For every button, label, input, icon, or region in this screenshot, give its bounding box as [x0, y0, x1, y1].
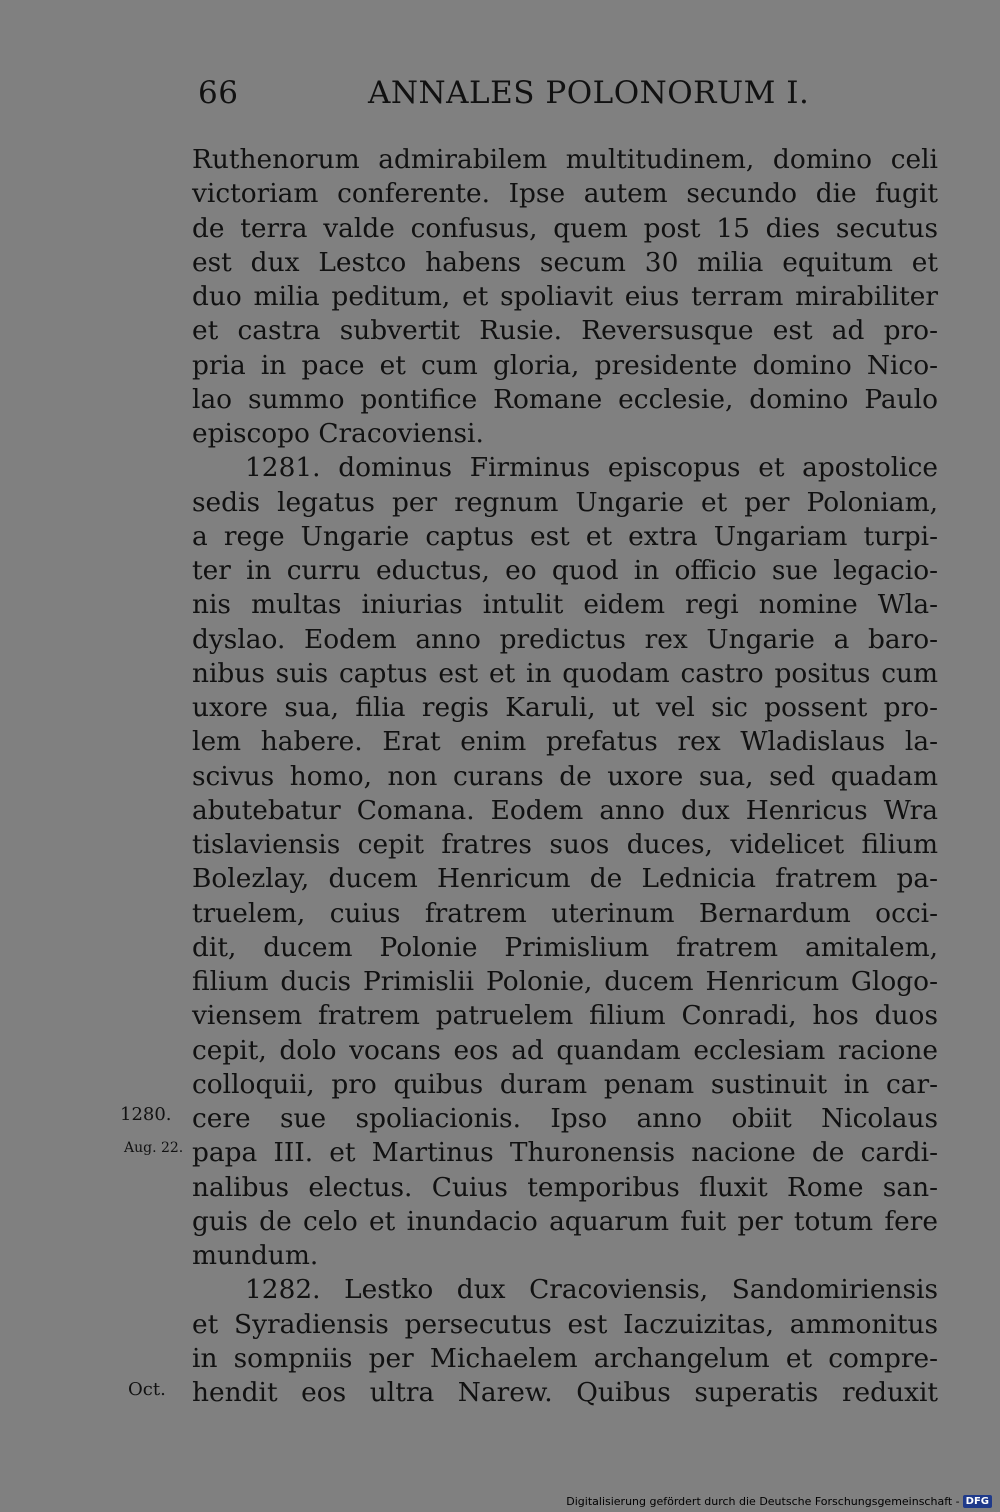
- text-line: hendit eos ultra Narew. Quibus superatis reduxit: [192, 1377, 938, 1408]
- text-line: viensem fratrem patruelem filium Conradi, hos duos: [192, 1000, 938, 1032]
- text-line: Bolezlay, ducem Henricum de Lednicia fratrem pa-: [192, 863, 938, 895]
- text-line: truelem, cuius fratrem uterinum Bernardum occi-: [192, 897, 938, 929]
- running-header: [0, 75, 1000, 115]
- text-line: in sompniis per Michaelem archangelum et compre-: [192, 1342, 938, 1374]
- text-line: cere sue spoliacionis. Ipso anno obiit Nicolaus: [192, 1103, 938, 1134]
- text-line: et castra subvertit Rusie. Reversusque est ad pro-: [192, 315, 938, 347]
- running-title: ANNALES POLONORUM I.: [368, 75, 810, 111]
- text-line: episcopo Cracoviensi.: [192, 418, 484, 449]
- text-line: filium ducis Primislii Polonie, ducem Henricum Glogo-: [192, 966, 938, 997]
- margin-note-date: Aug. 22.: [124, 1140, 184, 1156]
- text-line: a rege Ungarie captus est et extra Ungariam turpi-: [192, 520, 938, 552]
- margin-note-month: Oct.: [128, 1379, 166, 1400]
- text-line: scivus homo, non curans de uxore sua, sed quadam: [192, 760, 938, 792]
- credit-text: Digitalisierung gefördert durch die Deutsche Forschungsgemeinschaft -: [566, 1495, 960, 1508]
- body-text: [192, 143, 938, 1410]
- text-line: sedis legatus per regnum Ungarie et per Poloniam,: [192, 486, 938, 518]
- text-line: ter in curru eductus, eo quod in officio sue legacio-: [192, 555, 938, 586]
- text-line: nis multas iniurias intulit eidem regi nomine Wla-: [192, 589, 938, 621]
- text-line: uxore sua, filia regis Karuli, ut vel sic possent pro-: [192, 692, 938, 723]
- text-line: duo milia peditum, et spoliavit eius terram mirabiliter: [192, 281, 938, 312]
- paragraph-1281-start: 1281. dominus Firminus episcopus et apostolice: [245, 452, 938, 484]
- text-line: dit, ducem Polonie Primislium fratrem amitalem,: [192, 931, 938, 963]
- text-line: dyslao. Eodem anno predictus rex Ungarie a baro-: [192, 623, 938, 655]
- text-line: mundum.: [192, 1240, 319, 1271]
- dfg-logo-icon: DFG: [963, 1495, 992, 1508]
- text-line: cepit, dolo vocans eos ad quandam ecclesiam racione: [192, 1034, 938, 1066]
- page-number: 66: [198, 75, 239, 111]
- text-line: tislaviensis cepit fratres suos duces, videlicet filium: [192, 829, 938, 860]
- text-line: lem habere. Erat enim prefatus rex Wladislaus la-: [192, 726, 938, 758]
- text-line: et Syradiensis persecutus est Iaczuizitas, ammonitus: [192, 1308, 938, 1340]
- text-line: nibus suis captus est et in quodam castro positus cum: [192, 657, 938, 689]
- text-line: papa III. et Martinus Thuronensis nacione de cardi-: [192, 1137, 938, 1169]
- text-line: colloquii, pro quibus duram penam sustinuit in car-: [192, 1068, 938, 1100]
- margin-note-year: 1280.: [120, 1104, 172, 1125]
- text-line: Ruthenorum admirabilem multitudinem, domino celi: [192, 144, 938, 175]
- text-line: nalibus electus. Cuius temporibus fluxit Rome san-: [192, 1171, 938, 1203]
- text-line: lao summo pontifice Romane ecclesie, domino Paulo: [192, 383, 938, 415]
- text-line: guis de celo et inundacio aquarum fuit per totum fere: [192, 1205, 938, 1237]
- text-line: est dux Lestco habens secum 30 milia equitum et: [192, 246, 938, 278]
- digitization-credit: [566, 1495, 992, 1508]
- text-line: victoriam conferente. Ipse autem secundo die fugit: [192, 178, 938, 210]
- paragraph-1282-start: 1282. Lestko dux Cracoviensis, Sandomiriensis: [245, 1274, 938, 1306]
- text-line: de terra valde confusus, quem post 15 dies secutus: [192, 212, 938, 244]
- text-line: abutebatur Comana. Eodem anno dux Henricus Wra: [192, 794, 938, 826]
- text-line: pria in pace et cum gloria, presidente domino Nico-: [192, 349, 938, 381]
